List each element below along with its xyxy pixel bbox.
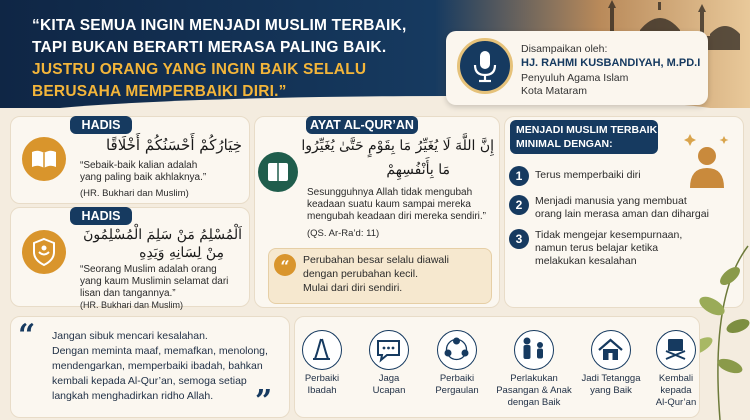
ayat-arabic-line2: مَا بِأَنْفُسِهِمْ [386,162,450,178]
action5-line2: yang Baik [590,385,632,396]
hadis2-text-line1: “Seorang Muslim adalah orang [80,264,217,275]
action4-line2: Pasangan & Anak [496,385,572,396]
header-quote-line3: JUSTRU ORANG YANG INGIN BAIK SELALU [32,61,367,78]
action6-line2: kepada [660,385,692,396]
hadis1-text-line1: “Sebaik-baik kalian adalah [80,160,198,171]
hadis1-title: HADIS [70,116,132,134]
callout-line3: Mulai dari diri sendiri. [303,282,403,294]
minimal-item2-line1: Menjadi manusia yang membuat [535,195,687,207]
people-group-icon [437,330,477,370]
close-quote-icon: ” [255,384,273,419]
hadis1-text-line2: yang paling baik akhlaknya.” [80,172,207,183]
footer-quote-line3: mendengarkan, memperbaiki ibadah, bahkan [52,360,263,372]
footer-quote-line2: Dengan meminta maaf, memafkan, menolong, [52,345,268,357]
shield-hands-icon [22,230,66,274]
ayat-source: (QS. Ar-Ra’d: 11) [307,228,380,239]
action5-line1: Jadi Tetangga [581,373,641,384]
callout-line1: Perubahan besar selalu diawali [303,254,449,266]
hadis2-arabic-line1: اَلْمُسْلِمُ مَنْ سَلِمَ الْمُسْلِمُونَ [83,227,242,243]
footer-quote-line4: kembali kepada Al-Qur’an, semoga setiap [52,375,247,387]
minimal-item3-number: 3 [509,229,529,249]
hadis1-arabic: خِيَارُكُمْ أَحْسَنُكُمْ أَخْلَاقًا [105,136,242,154]
action4-line3: dengan Baik [507,397,561,408]
footer-quote-line5: langkah menghadirkan ridho Allah. [52,390,214,402]
ayat-text-line1: Sesungguhnya Allah tidak mengubah [307,187,473,198]
minimal-item1-line1: Terus memperbaiki diri [535,169,641,181]
person-sparkle-icon [680,126,734,190]
action6-line1: Kembali [658,373,694,384]
header-quote-line1: “KITA SEMUA INGIN MENJADI MUSLIM TERBAIK, [32,17,407,34]
speaker-place: Kota Mataram [521,85,587,97]
hadis2-arabic-line2: مِنْ لِسَانِهِ وَيَدِهِ [139,245,224,261]
speaker-name: HJ. RAHMI KUSBANDIYAH, M.PD.I [521,57,701,69]
minimal-item3-line3: melakukan kesalahan [535,255,637,267]
action2-line2: Ucapan [372,385,406,396]
quran-stand-icon [656,330,696,370]
quote-mark-icon: “ [274,254,296,276]
minimal-item2-number: 2 [509,195,529,215]
hadis2-text-line3: lisan dan tangannya.” [80,288,176,299]
praying-hands-icon [302,330,342,370]
action2-line1: Jaga [378,373,400,384]
action3-line1: Perbaiki [439,373,475,384]
speech-bubble-icon [369,330,409,370]
hadis2-text-line2: yang kaum Muslimin selamat dari [80,276,229,287]
hadis1-source: (HR. Bukhari dan Muslim) [80,188,189,199]
microphone-icon [457,38,513,94]
action4-line1: Perlakukan [510,373,558,384]
ayat-arabic-line1: إِنَّ اللَّهَ لَا يُغَيِّرُ مَا بِقَوْمٍ حَتَّىٰ يُغَيِّرُوا [301,138,494,154]
minimal-title-line1: MENJADI MUSLIM TERBAIK [516,124,658,136]
minimal-title-line2: MINIMAL DENGAN: [516,138,613,150]
hadis2-source: (HR. Bukhari dan Muslim) [80,300,184,310]
open-book-icon [22,137,66,181]
ayat-text-line2: keadaan suatu kaum sampai mereka [307,199,471,210]
action1-line1: Perbaiki [304,373,340,384]
family-icon [514,330,554,370]
callout-line2: dengan perubahan kecil. [303,268,419,280]
header-quote-line2: TAPI BUKAN BERARTI MERASA PALING BAIK. [32,39,387,56]
minimal-item1-number: 1 [509,166,529,186]
speaker-role: Penyuluh Agama Islam [521,72,629,84]
quran-book-icon [258,152,298,192]
minimal-item3-line1: Tidak mengejar kesempurnaan, [535,229,683,241]
open-quote-icon: “ [18,318,36,353]
minimal-item3-line2: namun terus belajar ketika [535,242,659,254]
house-icon [591,330,631,370]
action3-line2: Pergaulan [435,385,479,396]
ayat-title: AYAT AL-QUR’AN [306,116,418,134]
minimal-item2-line2: orang lain merasa aman dan dihargai [535,208,709,220]
ayat-text-line3: mengubah keadaan diri mereka sendiri.” [307,211,486,222]
header-quote-line4: BERUSAHA MEMPERBAIKI DIRI.” [32,83,287,100]
footer-quote-line1: Jangan sibuk mencari kesalahan. [52,330,208,342]
hadis2-title: HADIS [70,207,132,225]
action1-line2: Ibadah [307,385,337,396]
action6-line3: Al-Qur’an [655,397,697,408]
speaker-intro: Disampaikan oleh: [521,43,608,55]
